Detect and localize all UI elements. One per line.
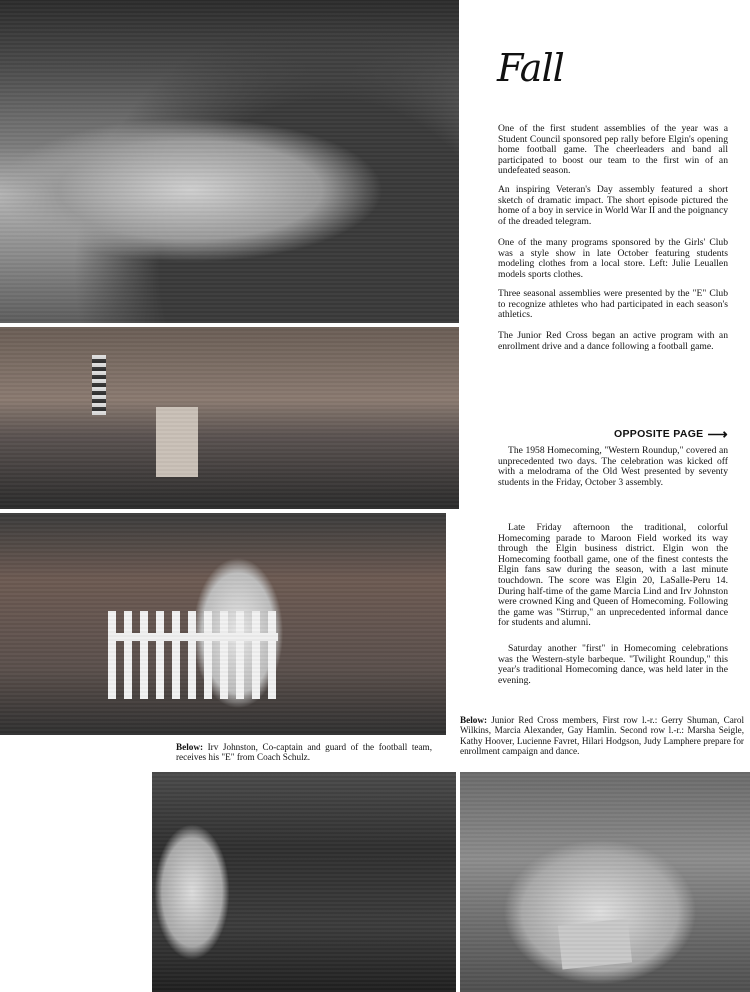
caption-text: Junior Red Cross members, First row l.-r.: Gerry Shuman, Carol Wilkins, Marcia Alexander, Gay Hamlin. Second row l.-r.: Marsha Seigle, Kathy Hoover, Lucienne Favret, Hilari Hodgson, Judy Lamphere prepare for enrollment campaign and dance.: [460, 715, 744, 757]
paragraph-pep-rally: [498, 124, 728, 177]
paragraph-text: The 1958 Homecoming, "Western Roundup," covered an unprecedented two days. The celebration was kicked off with a melodrama of the Old West presented by seventy students in the Friday, October 3 assembly.: [498, 445, 728, 488]
paragraph-text: Late Friday afternoon the traditional, colorful Homecoming parade to Maroon Field worked its way through the Elgin business district. Elgin won the Homecoming football game, one of the finest contests the Elgin fans saw during the season, with a last minute touchdown. The score was Elgin 20, LaSalle-Peru 14. During half-time of the game Marcia Lind and Irv Johnston were crowned King and Queen of Homecoming. Following the game was "Stirrup," an unprecedented informal dance for students and alumni.: [498, 522, 728, 629]
caption-label: Below:: [460, 715, 488, 725]
paragraph-text: The Junior Red Cross began an active program with an enrollment drive and a dance following a football game.: [498, 330, 728, 352]
paragraph-text: An inspiring Veteran's Day assembly featured a short sketch of dramatic impact. The short episode pictured the home of a boy in service in World War II and the poignancy of the dreaded telegram.: [498, 184, 728, 227]
paragraph-text: One of the many programs sponsored by the Girls' Club was a style show in late October featuring students modeling clothes from a local store. Left: Julie Leuallen models sports clothes.: [498, 237, 728, 280]
fence-rail: [108, 633, 278, 641]
caption-e-award: [176, 742, 432, 763]
flag-icon: [92, 355, 106, 415]
junior-red-cross-photo: [460, 772, 750, 992]
caption-text: Irv Johnston, Co-captain and guard of the football team, receives his "E" from Coach Schulz.: [176, 742, 432, 763]
dance-poster: [558, 918, 632, 969]
pep-rally-photo: [0, 0, 459, 323]
veterans-day-assembly-photo: [0, 327, 459, 509]
opposite-page-label: [614, 428, 728, 440]
opposite-page-text: OPPOSITE PAGE: [614, 428, 704, 440]
paragraph-style-show: [498, 238, 728, 280]
paragraph-homecoming: [498, 446, 728, 488]
paragraph-barbeque: [498, 644, 728, 686]
picket-fence: [108, 611, 278, 699]
style-show-photo: [0, 513, 446, 735]
paragraph-text: Saturday another "first" in Homecoming celebrations was the Western-style barbeque. "Twilight Roundup," this year's traditional Homecoming dance, was held later in the evening.: [498, 643, 728, 686]
paragraph-text: One of the first student assemblies of the year was a Student Council sponsored pep rally before Elgin's opening home football game. The cheerleaders and band all participated to boost our team to the first win of an undefeated season.: [498, 123, 728, 177]
page-title: Fall: [497, 46, 564, 90]
lectern: [156, 407, 198, 477]
caption-label: Below:: [176, 742, 204, 752]
e-award-photo: [152, 772, 456, 992]
paragraph-parade: [498, 523, 728, 629]
paragraph-red-cross: [498, 331, 728, 352]
paragraph-text: Three seasonal assemblies were presented by the "E" Club to recognize athletes who had participated in each season's athletics.: [498, 288, 728, 321]
caption-red-cross: [460, 715, 744, 757]
paragraph-veterans-day: [498, 185, 728, 227]
paragraph-e-club: [498, 289, 728, 321]
right-arrow-icon: ⟶: [707, 426, 728, 442]
